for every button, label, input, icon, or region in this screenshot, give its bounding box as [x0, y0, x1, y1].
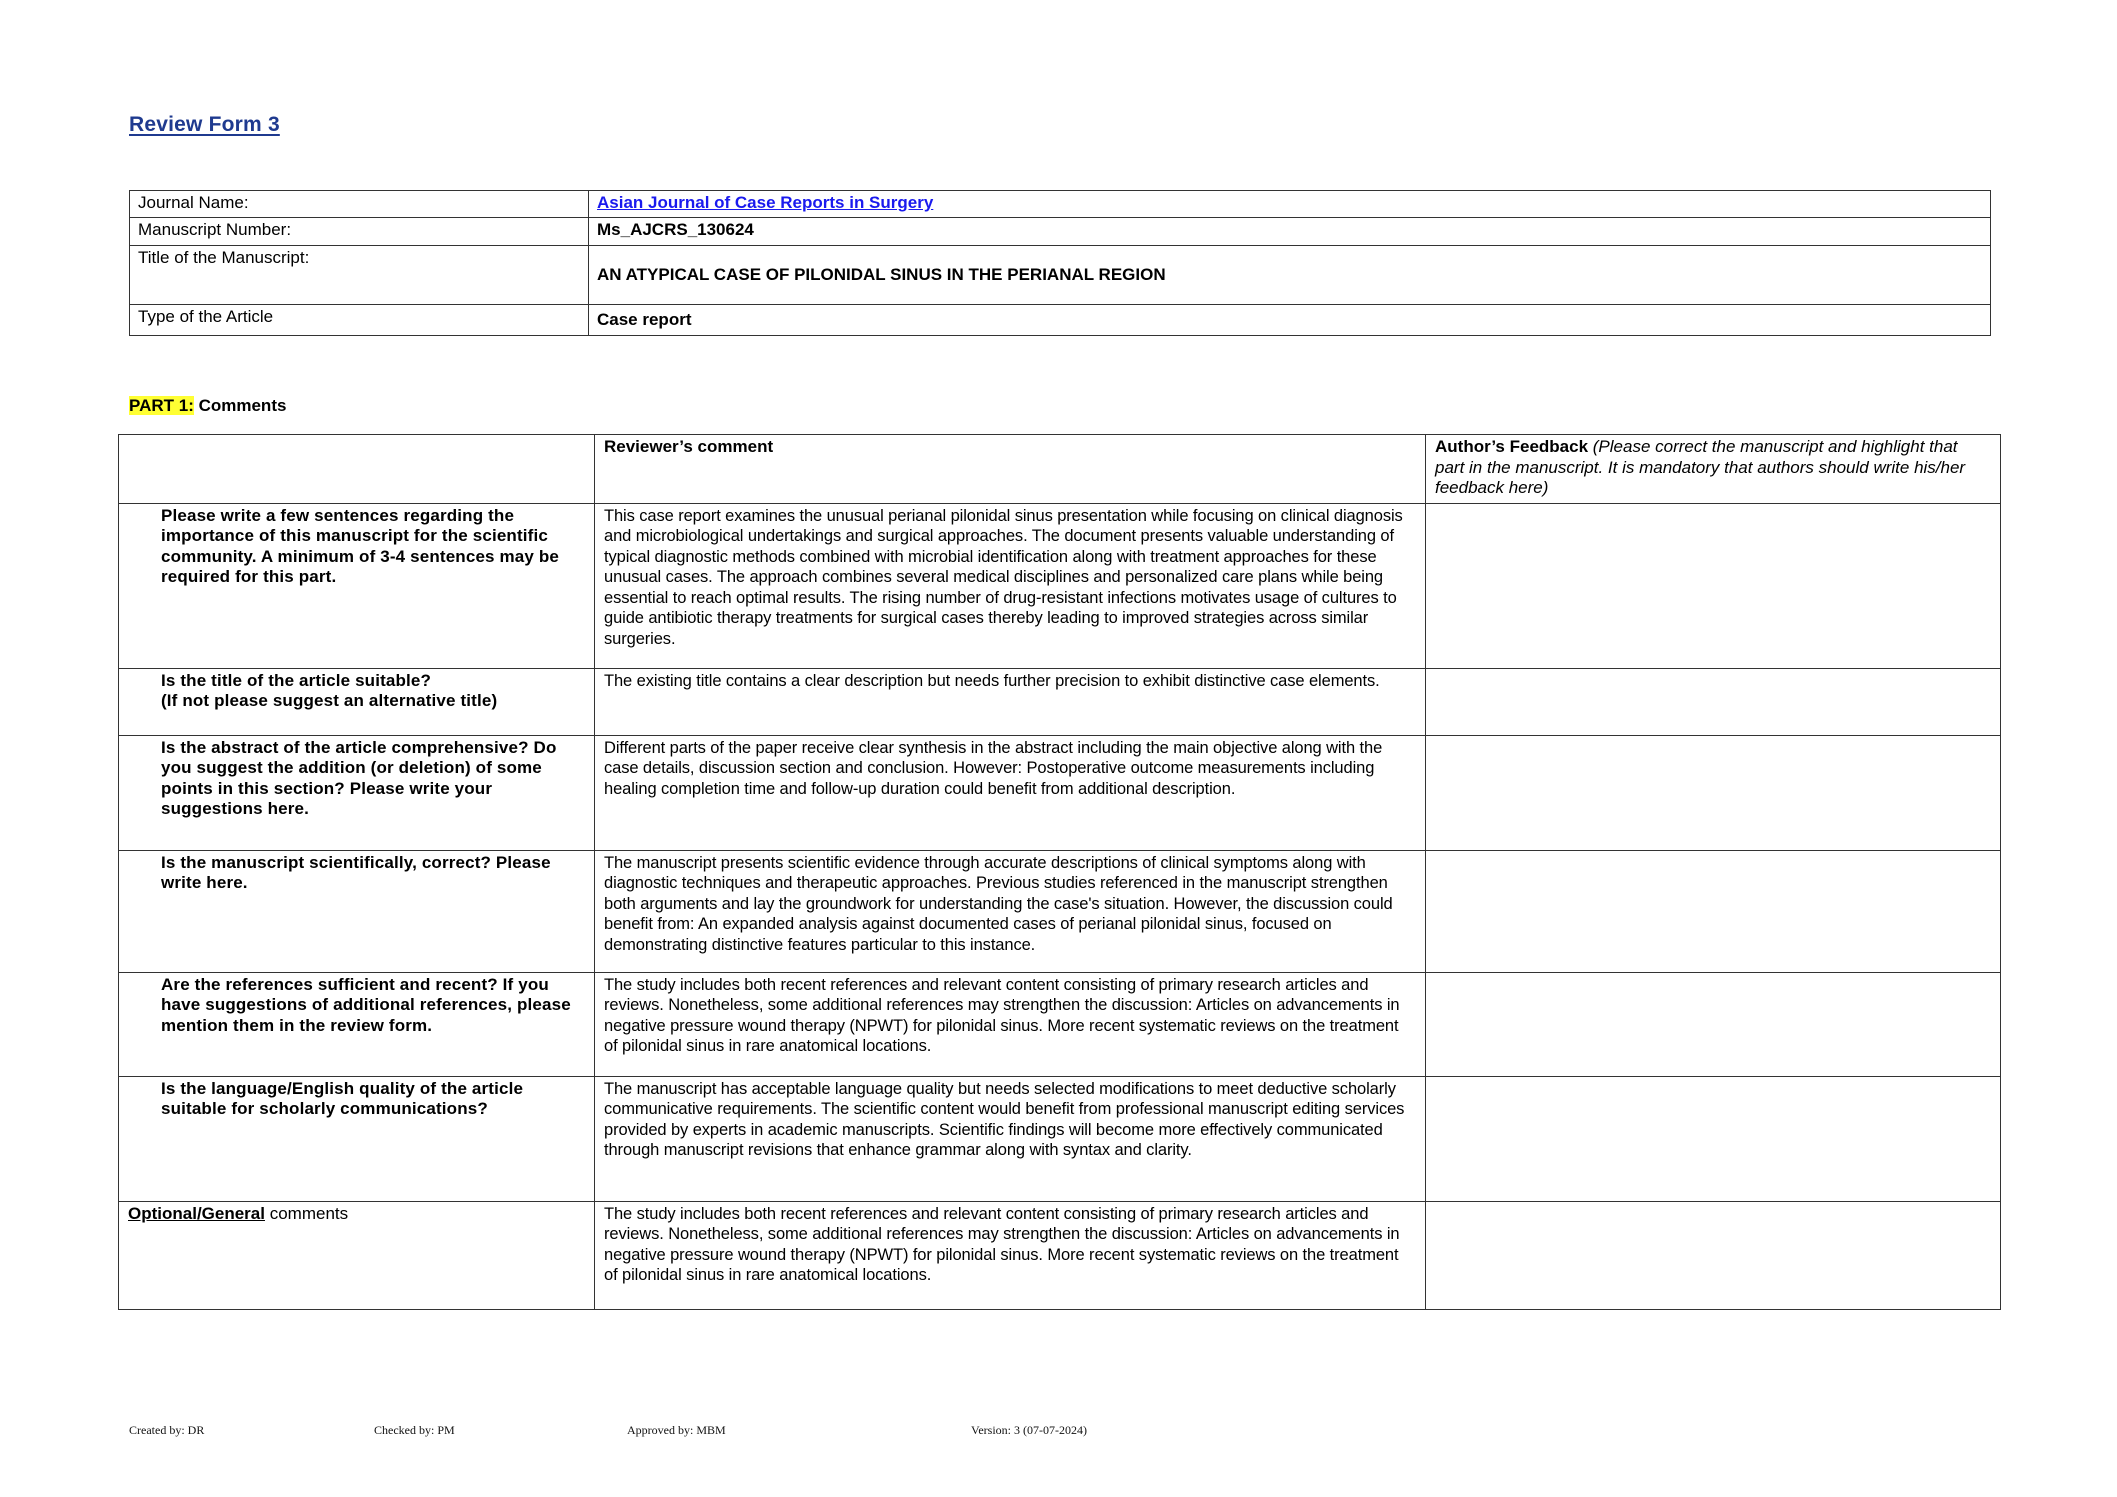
- header-reviewer-comment: Reviewer’s comment: [595, 435, 1426, 504]
- form-title: Review Form 3: [129, 113, 280, 136]
- reviewer-comment: The study includes both recent references and relevant content consisting of primary research articles and reviews. Nonetheless, some additional references may strengthen the discussion: Articles on advancements in negative pressure wound therapy (NPWT) for pilonidal sinus. More recent systematic reviews on the treatment of pilonidal sinus in rare anatomical locations.: [595, 972, 1426, 1076]
- table-row-optional: [119, 1201, 2001, 1309]
- part1-title: Comments: [193, 396, 287, 415]
- comments-table: [118, 434, 2001, 1310]
- reviewer-comment: This case report examines the unusual perianal pilonidal sinus presentation while focusing on clinical diagnosis and microbiological undertakings and surgical approaches. The document presents valuable understanding of typical diagnostic methods combined with microbial identification along with treatment approaches for these unusual cases. The approach combines several medical disciplines and personalized care plans while being essential to reach optimal results. The rising number of drug-resistant infections motivates usage of cultures to guide antibiotic therapy treatments for surgical cases thereby leading to improved strategies across similar surgeries.: [595, 503, 1426, 668]
- optional-general-label: [119, 1201, 595, 1309]
- optional-general-bold: Optional/General: [128, 1203, 265, 1223]
- article-type-value: Case report: [589, 305, 1991, 336]
- journal-name-link[interactable]: Asian Journal of Case Reports in Surgery: [597, 193, 934, 212]
- journal-name-cell: [589, 191, 1991, 218]
- header-question-cell: [119, 435, 595, 504]
- optional-general-rest: comments: [264, 1203, 349, 1223]
- part1-heading: [129, 396, 286, 416]
- footer-version: Version: 3 (07-07-2024): [971, 1423, 1087, 1437]
- comments-header-row: [119, 435, 2001, 504]
- part1-highlight: PART 1:: [129, 396, 194, 415]
- table-row: [119, 735, 2001, 850]
- reviewer-comment: The study includes both recent references and relevant content consisting of primary research articles and reviews. Nonetheless, some additional references may strengthen the discussion: Articles on advancements in negative pressure wound therapy (NPWT) for pilonidal sinus. More recent systematic reviews on the treatment of pilonidal sinus in rare anatomical locations.: [595, 1201, 1426, 1309]
- article-type-label: Type of the Article: [130, 305, 589, 336]
- author-feedback-field[interactable]: [1426, 972, 2001, 1076]
- info-row-manuscript-number: [130, 218, 1991, 246]
- manuscript-number-value: Ms_AJCRS_130624: [589, 218, 1991, 246]
- question-scientific: Is the manuscript scientifically, correct? Please write here.: [119, 850, 595, 972]
- manuscript-number-label: Manuscript Number:: [130, 218, 589, 246]
- info-row-manuscript-title: [130, 246, 1991, 305]
- author-feedback-note: (Please correct the manuscript and highlight that part in the manuscript. It is mandatory that authors should write his/her feedback here): [1435, 437, 1966, 497]
- table-row: [119, 850, 2001, 972]
- question-references: Are the references sufficient and recent? If you have suggestions of additional references, please mention them in the review form.: [119, 972, 595, 1076]
- reviewer-comment: The manuscript presents scientific evidence through accurate descriptions of clinical symptoms along with diagnostic techniques and therapeutic approaches. Previous studies referenced in the manuscript strengthen both arguments and lay the groundwork for understanding the case's situation. However, the discussion could benefit from: An expanded analysis against documented cases of perianal pilonidal sinus, focused on demonstrating distinctive features particular to this instance.: [595, 850, 1426, 972]
- manuscript-title-value: AN ATYPICAL CASE OF PILONIDAL SINUS IN THE PERIANAL REGION: [589, 246, 1991, 305]
- author-feedback-field[interactable]: [1426, 850, 2001, 972]
- footer-checked-by: Checked by: PM: [374, 1423, 455, 1437]
- author-feedback-field[interactable]: [1426, 735, 2001, 850]
- info-row-article-type: [130, 305, 1991, 336]
- manuscript-title-label: Title of the Manuscript:: [130, 246, 589, 305]
- question-importance: Please write a few sentences regarding the importance of this manuscript for the scientific community. A minimum of 3-4 sentences may be required for this part.: [119, 503, 595, 668]
- reviewer-comment: The manuscript has acceptable language quality but needs selected modifications to meet deductive scholarly communicative requirements. The scientific content would benefit from professional manuscript editing services provided by experts in academic manuscripts. Scientific findings will become more effectively communicated through manuscript revisions that enhance grammar along with syntax and clarity.: [595, 1076, 1426, 1201]
- table-row: [119, 972, 2001, 1076]
- header-author-feedback: [1426, 435, 2001, 504]
- question-abstract: Is the abstract of the article comprehensive? Do you suggest the addition (or deletion) of some points in this section? Please write your suggestions here.: [119, 735, 595, 850]
- reviewer-comment: The existing title contains a clear description but needs further precision to exhibit distinctive case elements.: [595, 668, 1426, 735]
- table-row: [119, 503, 2001, 668]
- question-title-line1: Is the title of the article suitable?: [161, 670, 432, 690]
- author-feedback-title: Author’s Feedback: [1435, 437, 1589, 456]
- table-row: [119, 668, 2001, 735]
- manuscript-info-table: [129, 190, 1991, 336]
- author-feedback-field[interactable]: [1426, 503, 2001, 668]
- info-row-journal: [130, 191, 1991, 218]
- table-row: [119, 1076, 2001, 1201]
- reviewer-comment: Different parts of the paper receive clear synthesis in the abstract including the main objective along with the case details, discussion section and conclusion. However: Postoperative outcome measurements including healing completion time and follow-up duration could benefit from additional description.: [595, 735, 1426, 850]
- author-feedback-field[interactable]: [1426, 1201, 2001, 1309]
- question-language: Is the language/English quality of the article suitable for scholarly communications?: [119, 1076, 595, 1201]
- author-feedback-field[interactable]: [1426, 668, 2001, 735]
- question-title: [119, 668, 595, 735]
- journal-name-label: Journal Name:: [130, 191, 589, 218]
- author-feedback-field[interactable]: [1426, 1076, 2001, 1201]
- question-title-line2: (If not please suggest an alternative title): [161, 691, 498, 710]
- footer-approved-by: Approved by: MBM: [627, 1423, 726, 1437]
- footer-created-by: Created by: DR: [129, 1423, 205, 1437]
